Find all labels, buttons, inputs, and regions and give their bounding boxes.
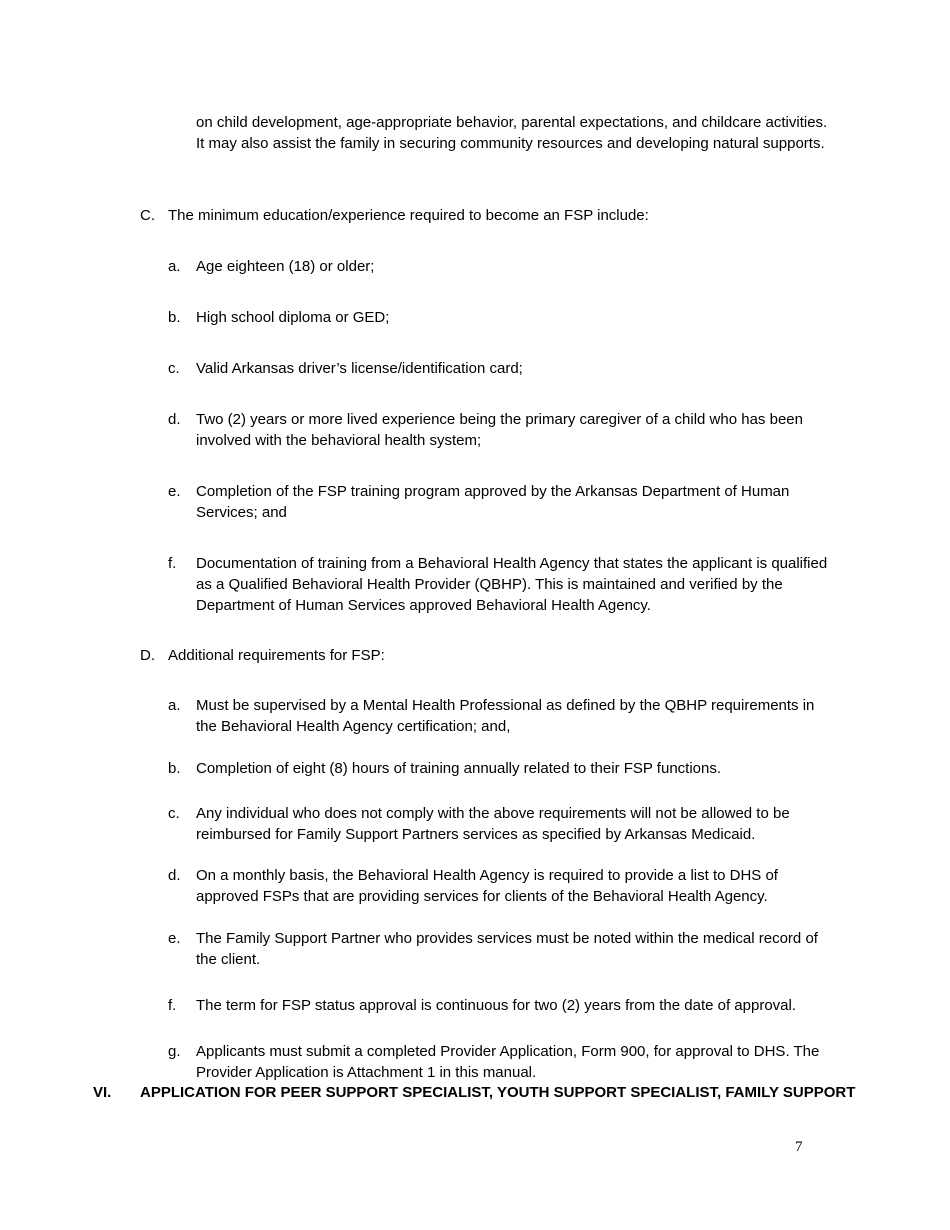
list-item-text: Applicants must submit a completed Provider Application, Form 900, for approval to DHS. The Provider Application is Attachment 1 in this manual. xyxy=(196,1043,820,1081)
section-d-heading: Additional requirements for FSP: xyxy=(168,647,385,664)
list-item-text: Valid Arkansas driver’s license/identification card; xyxy=(196,360,523,377)
section-vi-marker: VI. xyxy=(93,1084,112,1101)
list-item-text: Any individual who does not comply with the above requirements will not be allowed to be reimbursed for Family Support Partners services as specified by Arkansas Medicaid. xyxy=(196,805,790,843)
list-item-text: High school diploma or GED; xyxy=(196,309,390,326)
list-marker: e. xyxy=(168,483,181,500)
list-item-text: Completion of the FSP training program approved by the Arkansas Department of Human Services; and xyxy=(196,483,790,521)
list-marker: d. xyxy=(168,411,181,428)
list-marker: a. xyxy=(168,258,181,275)
list-item-text: The Family Support Partner who provides services must be noted within the medical record of the client. xyxy=(196,930,818,968)
section-c-heading: The minimum education/experience required to become an FSP include: xyxy=(168,207,649,224)
section-d-marker: D. xyxy=(140,647,155,664)
list-marker: f. xyxy=(168,997,177,1014)
list-marker: a. xyxy=(168,697,181,714)
list-item-text: Must be supervised by a Mental Health Professional as defined by the QBHP requirements in the Behavioral Health Agency certification; and, xyxy=(196,697,815,735)
section-vi-heading: APPLICATION FOR PEER SUPPORT SPECIALIST, YOUTH SUPPORT SPECIALIST, FAMILY SUPPORT xyxy=(140,1084,856,1101)
list-item-text: Two (2) years or more lived experience being the primary caregiver of a child who has been involved with the behavioral health system; xyxy=(196,411,803,449)
list-marker: d. xyxy=(168,867,181,884)
list-item-text: On a monthly basis, the Behavioral Health Agency is required to provide a list to DHS of approved FSPs that are providing services for clients of the Behavioral Health Agency. xyxy=(196,867,778,905)
list-marker: f. xyxy=(168,555,177,572)
list-marker: e. xyxy=(168,930,181,947)
list-marker: b. xyxy=(168,309,181,326)
list-marker: b. xyxy=(168,760,181,777)
list-item-text: Completion of eight (8) hours of training annually related to their FSP functions. xyxy=(196,760,722,777)
list-item-text: Age eighteen (18) or older; xyxy=(196,258,375,275)
list-item-text: Documentation of training from a Behavioral Health Agency that states the applicant is qualified as a Qualified Behavioral Health Provider (QBHP). This is maintained and verified by the Department of Human Services approved Behavioral Health Agency. xyxy=(196,555,828,614)
list-item-text: The term for FSP status approval is continuous for two (2) years from the date of approval. xyxy=(196,997,796,1014)
list-marker: c. xyxy=(168,360,180,377)
list-marker: c. xyxy=(168,805,180,822)
intro-paragraph: on child development, age-appropriate behavior, parental expectations, and childcare activities. It may also assist the family in securing community resources and developing natural supports. xyxy=(196,114,828,152)
section-c-marker: C. xyxy=(140,207,155,224)
list-marker: g. xyxy=(168,1043,181,1060)
page-number: 7 xyxy=(795,1139,803,1155)
